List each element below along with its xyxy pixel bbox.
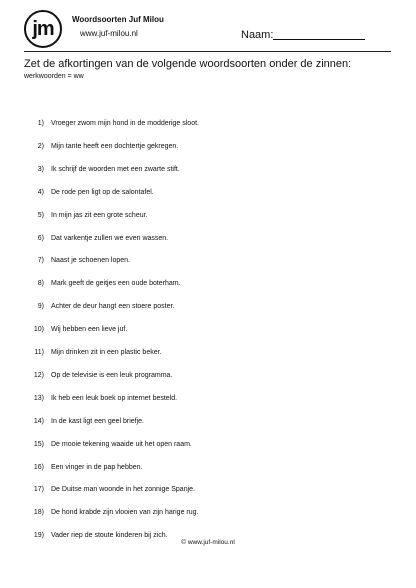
brand-url: www.juf-milou.nl bbox=[80, 29, 138, 38]
sentence-text: Vader riep de stoute kinderen bij zich. bbox=[51, 532, 168, 540]
header-divider bbox=[24, 51, 391, 52]
sentence-text: Ik heb een leuk boek op internet besteld. bbox=[51, 394, 178, 402]
sentence-text: Mijn drinken zit in een plastic beker. bbox=[51, 349, 162, 356]
instruction: Zet de afkortingen van de volgende woordsoorten onder de zinnen: bbox=[24, 58, 352, 70]
sentence-text: Wij hebben een lieve juf. bbox=[51, 326, 128, 334]
sentence-text: Op de televisie is een leuk programma. bbox=[51, 371, 173, 379]
sentence-number: 12) bbox=[33, 371, 44, 379]
sentence-text: De hond krabde zijn vlooien van zijn harige rug. bbox=[51, 509, 199, 517]
sentence-number: 19) bbox=[33, 532, 44, 540]
sentence-number: 3) bbox=[37, 165, 44, 173]
sentence-number: 7) bbox=[37, 257, 44, 265]
sentence-number: 1) bbox=[37, 120, 44, 127]
name-label: Naam: bbox=[241, 29, 274, 41]
sentence-text: Dat varkentje zullen we even wassen. bbox=[51, 234, 169, 242]
sentence-text: Naast je schoenen lopen. bbox=[51, 257, 130, 265]
sentence-number: 13) bbox=[33, 394, 44, 402]
sentence-number: 14) bbox=[33, 417, 44, 425]
sentence-text: In de kast ligt een geel briefje. bbox=[51, 417, 145, 425]
legend: werkwoorden = ww bbox=[24, 73, 84, 80]
sentence-number: 10) bbox=[33, 326, 44, 334]
logo: jm bbox=[24, 10, 62, 48]
sentence-number: 16) bbox=[33, 463, 44, 471]
sentence-text: Mark geeft de geitjes een oude boterham. bbox=[51, 280, 181, 288]
sentence-text: Achter de deur hangt een stoere poster. bbox=[51, 303, 175, 311]
name-field[interactable] bbox=[273, 39, 365, 40]
sentence-text: De Duitse man woonde in het zonnige Spanje. bbox=[51, 486, 195, 494]
sentence-text: De mooie tekening waaide uit het open raam. bbox=[51, 440, 192, 448]
sentence-number: 17) bbox=[33, 486, 44, 494]
sentence-text: Ik schrijf de woorden met een zwarte stift. bbox=[51, 165, 180, 173]
sentence-text: Een vinger in de pap hebben. bbox=[51, 463, 143, 471]
sentence-number: 18) bbox=[33, 509, 44, 517]
sentence-number: 2) bbox=[37, 142, 44, 150]
sentence-number: 4) bbox=[37, 188, 44, 196]
sentence-number: 6) bbox=[37, 234, 44, 242]
sentence-number: 15) bbox=[33, 440, 44, 448]
brand-title: Woordsoorten Juf Milou bbox=[72, 15, 164, 24]
sentence-number: 9) bbox=[37, 303, 44, 311]
sentence-number: 5) bbox=[37, 211, 44, 219]
sentence-text: Vroeger zwom mijn hond in de modderige sloot. bbox=[51, 120, 199, 127]
footer: © www.juf-milou.nl bbox=[181, 539, 235, 546]
sentence-number: 8) bbox=[37, 280, 44, 288]
sentence-text: Mijn tante heeft een dochtertje gekregen. bbox=[51, 142, 179, 150]
sentence-text: De rode pen ligt op de salontafel. bbox=[51, 188, 154, 196]
sentence-number: 11) bbox=[34, 349, 44, 356]
sentence-text: In mijn jas zit een grote scheur. bbox=[51, 211, 148, 219]
